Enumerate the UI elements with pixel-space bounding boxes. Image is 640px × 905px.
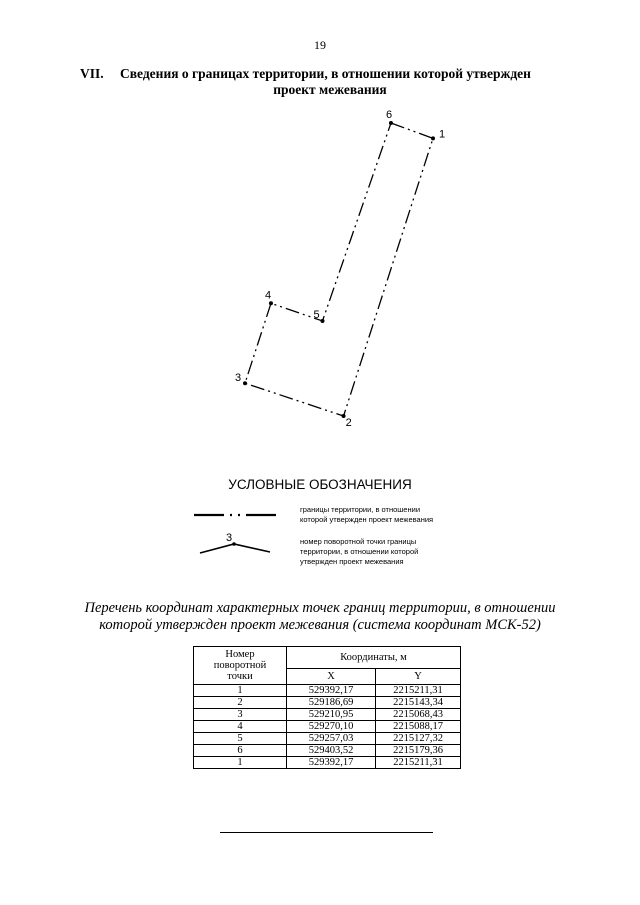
territory-boundary <box>245 123 433 416</box>
table-row <box>194 721 461 733</box>
legend-point-line: утвержден проект межевания <box>300 557 404 566</box>
section-title-line1: Сведения о границах территории, в отношении которой утвержден <box>120 66 531 81</box>
page-number: 19 <box>314 38 326 52</box>
boundary-point-label: 4 <box>264 289 272 302</box>
footer-rule <box>220 832 433 833</box>
boundary-point-label: 1 <box>439 128 446 141</box>
table-cell-y: 2215143,34 <box>376 697 461 709</box>
legend-point-number: 3 <box>226 532 233 544</box>
boundary-point <box>243 381 247 385</box>
header-coordinates: Координаты, м <box>287 647 461 669</box>
table-cell-y: 2215179,36 <box>376 745 461 757</box>
boundary-point-label: 2 <box>345 417 352 429</box>
caption-line1: Перечень координат характерных точек границ территории, в отношении <box>84 600 556 616</box>
table-cell-y: 2215127,32 <box>376 733 461 745</box>
legend-point-line: номер поворотной точки границы <box>300 537 417 546</box>
boundary-point-label: 6 <box>385 109 393 121</box>
table-row <box>194 685 461 697</box>
caption-line2: которой утвержден проект межевания (система координат МСК-52) <box>99 617 541 633</box>
table-cell-x: 529257,03 <box>287 733 376 745</box>
boundary-point <box>269 301 273 305</box>
table-cell-n: 5 <box>194 733 287 745</box>
table-cell-n: 2 <box>194 697 287 709</box>
legend-boundary-line: границы территории, в отношении <box>300 505 421 514</box>
table-cell-n: 3 <box>194 709 287 721</box>
boundary-point <box>389 121 393 125</box>
table-cell-n: 1 <box>194 757 287 769</box>
table-cell-x: 529403,52 <box>287 745 376 757</box>
table-cell-y: 2215068,43 <box>376 709 461 721</box>
legend-point-sample <box>196 532 276 562</box>
table-row <box>194 745 461 757</box>
legend-boundary-line: которой утвержден проект межевания <box>300 515 434 524</box>
legend-title: УСЛОВНЫЕ ОБОЗНАЧЕНИЯ <box>228 477 412 492</box>
boundary-point <box>320 319 324 323</box>
table-cell-n: 4 <box>194 721 287 733</box>
header-x: X <box>287 669 376 685</box>
section-number: VII. <box>80 66 104 81</box>
boundary-point <box>431 136 435 140</box>
header-point-number: Номер поворотной точки <box>194 647 287 685</box>
legend-boundary-sample <box>190 508 285 522</box>
legend-point-description <box>300 537 418 567</box>
legend-point-line: территории, в отношении которой <box>300 547 419 556</box>
boundary-point-label: 3 <box>235 372 242 385</box>
table-row <box>194 697 461 709</box>
table-cell-x: 529392,17 <box>287 685 376 697</box>
table-row <box>194 733 461 745</box>
table-row <box>194 757 461 769</box>
table-cell-y: 2215211,31 <box>376 685 461 697</box>
coordinates-caption <box>40 600 600 634</box>
table-cell-x: 529186,69 <box>287 697 376 709</box>
table-row <box>194 709 461 721</box>
table-cell-y: 2215088,17 <box>376 721 461 733</box>
coordinates-table <box>193 646 461 769</box>
boundary-point-label: 5 <box>313 308 320 321</box>
legend-boundary-description <box>300 505 433 525</box>
table-cell-x: 529210,95 <box>287 709 376 721</box>
header-y: Y <box>376 669 461 685</box>
table-cell-n: 6 <box>194 745 287 757</box>
table-cell-y: 2215211,31 <box>376 757 461 769</box>
table-cell-x: 529392,17 <box>287 757 376 769</box>
table-cell-n: 1 <box>194 685 287 697</box>
section-title-line2: проект межевания <box>273 82 387 97</box>
table-cell-x: 529270,10 <box>287 721 376 733</box>
